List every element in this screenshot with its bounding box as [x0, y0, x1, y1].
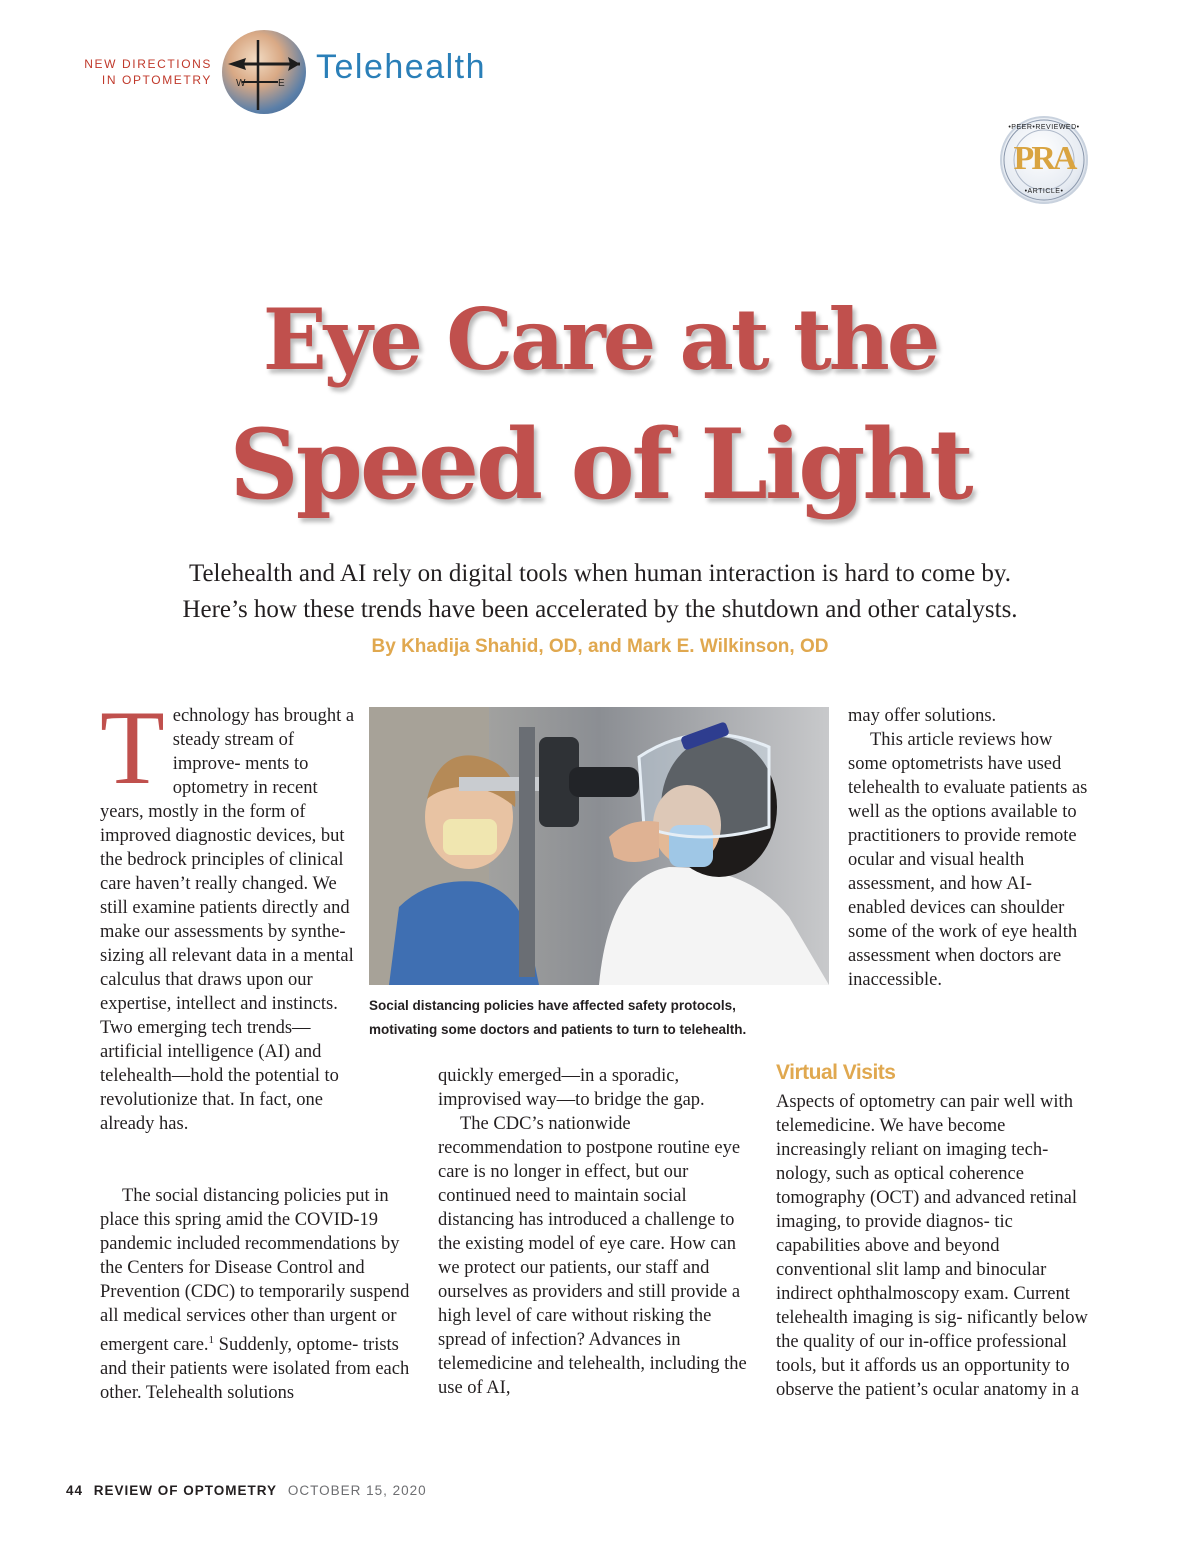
col3-paragraph-2: This article reviews how some optometrists have used telehealth to evaluate patients as well as the options available to practitioners to provide remote ocular and visual health assessment, and how AI-enabled devices can shoulder some of the work of eye health assessment when doctors are inaccessible. — [848, 730, 1088, 990]
weathervane-icon — [222, 30, 306, 114]
peer-reviewed-badge — [1000, 116, 1088, 204]
publication-name: REVIEW OF OPTOMETRY — [93, 1483, 278, 1498]
dropcap: T — [100, 689, 165, 806]
column-3-top — [848, 704, 1088, 992]
article-photo — [369, 707, 829, 985]
section-title: Telehealth — [316, 48, 487, 86]
col2-paragraph-1: quickly emerged—in a sporadic, improvised way—to bridge the gap. — [438, 1066, 705, 1110]
exam-photo-illustration — [369, 707, 829, 985]
badge-letters: PRA — [1013, 140, 1075, 177]
photo-caption — [369, 994, 839, 1042]
issue-date: OCTOBER 15, 2020 — [287, 1483, 427, 1498]
col3-paragraph-3: Aspects of optometry can pair well with telemedicine. We have become increasingly reliant on imaging tech- nology, such as optical coherence tomography (OCT) and advanced retinal imaging, to provide diagnos- tic capabilities above and beyond conventional slit lamp and binocular indirect ophthalmoscopy exam. Current telehealth imaging is sig- nificantly below the quality of our in-office professional tools, but it affords us an opportunity to observe the patient’s ocular anatomy in a — [776, 1092, 1088, 1400]
page-number: 44 — [66, 1483, 84, 1498]
caption-line-2: motivating some doctors and patients to turn to telehealth. — [369, 1022, 747, 1037]
badge-bottom-text: •ARTICLE• — [1024, 188, 1064, 195]
footnote-ref: 1 — [208, 1334, 215, 1346]
col1-paragraph-1: echnology has brought a steady stream of improve- ments to optometry in recent years, mostly in the form of improved diagnostic devices, but the bedrock principles of clinical care haven’t really changed. We still examine patients directly and make our assessments by synthe- sizing all relevant data in a mental calculus that draws upon our expertise, intellect and instincts. Two emerging tech trends—artificial intelligence (AI) and telehealth—hold the potential to revolutionize that. In fact, one already has. — [100, 706, 355, 1134]
deck-line-2: Here’s how these trends have been accelerated by the shutdown and other catalysts. — [182, 596, 1018, 623]
headline-line-1: Eye Care at the — [262, 290, 938, 389]
svg-text:W: W — [236, 78, 246, 89]
badge-top-text: •PEER•REVIEWED• — [1008, 124, 1080, 131]
col1-p2-text-a: The social distancing policies put in place this spring amid the COVID-19 pandemic included recommendations by the Centers for Disease Control and Prevention (CDC) to temporarily suspend all medical services other than urgent or emergent care. — [100, 1186, 410, 1356]
section-kicker — [60, 56, 212, 88]
column-1-top — [100, 689, 355, 1136]
column-3-bottom — [776, 1090, 1094, 1402]
deck-line-1: Telehealth and AI rely on digital tools when human interaction is hard to come by. — [188, 560, 1012, 587]
caption-line-1: Social distancing policies have affected safety protocols, — [369, 998, 736, 1013]
deck — [0, 556, 1200, 628]
byline: By Khadija Shahid, OD, and Mark E. Wilkinson, OD — [371, 636, 829, 657]
column-1-bottom — [100, 1184, 418, 1405]
col2-paragraph-2: The CDC’s nationwide recommendation to postpone routine eye care is no longer in effect, but our continued need to maintain social distancing has introduced a challenge to the existing model of eye care. How can we protect our patients, our staff and ourselves as providers and still provide a high level of care without risking the spread of infection? Advances in telemedicine and telehealth, including the use of AI, — [438, 1114, 747, 1398]
column-2 — [438, 1064, 756, 1400]
col1-paragraph-2 — [100, 1184, 418, 1405]
subhead-virtual-visits: Virtual Visits — [776, 1061, 896, 1084]
kicker-line-2: IN OPTOMETRY — [101, 73, 212, 87]
page-footer — [66, 1483, 427, 1498]
col3-paragraph-1: may offer solutions. — [848, 706, 997, 726]
col1-p2-text-b: Suddenly, optome- trists and their patients were isolated from each other. Telehealth solutions — [100, 1335, 410, 1404]
kicker-line-1: NEW DIRECTIONS — [84, 57, 212, 71]
headline-line-2: Speed of Light — [229, 408, 971, 521]
svg-text:E: E — [278, 78, 285, 89]
